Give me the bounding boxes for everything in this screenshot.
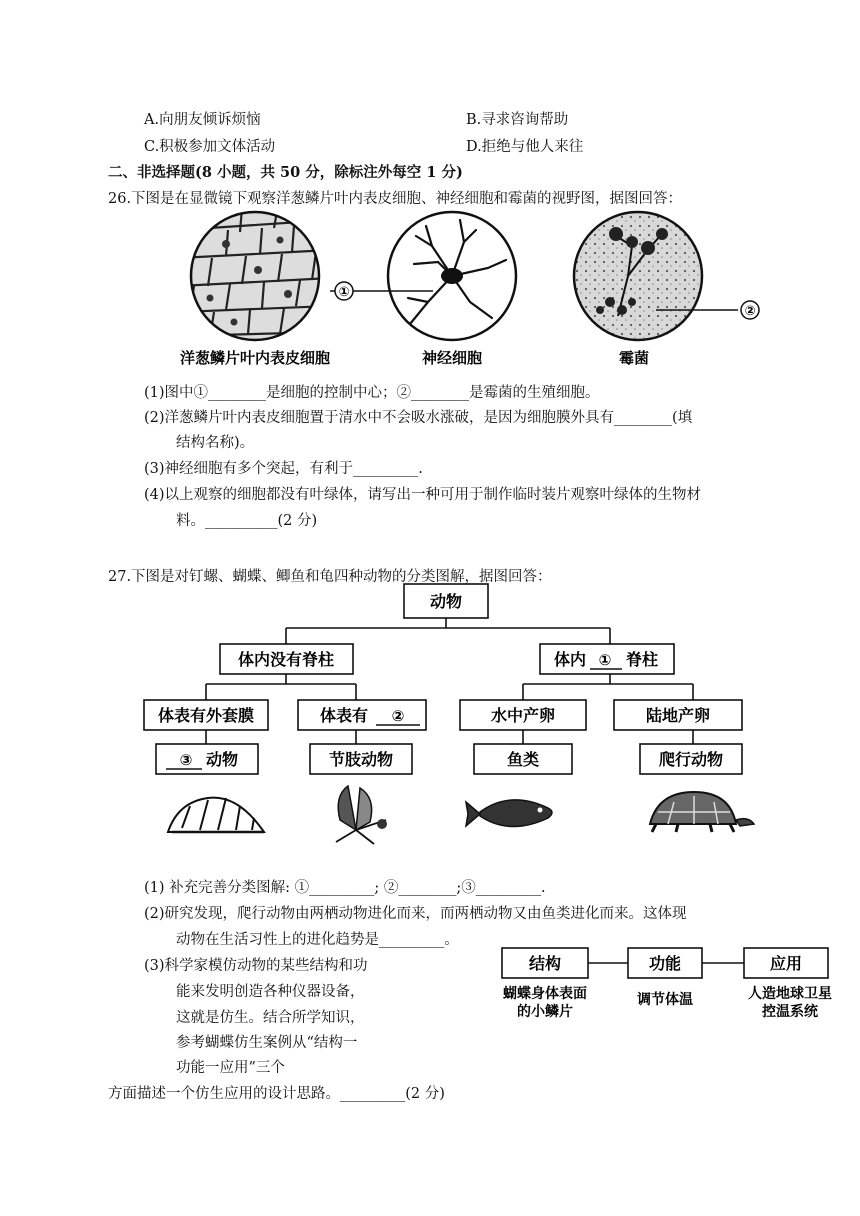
caption-onion: 洋葱鳞片叶内表皮细胞: [179, 349, 331, 367]
bionic-flow-diagram: [494, 944, 844, 1030]
bionic-structure-desc-2: 的小鳞片: [517, 1004, 573, 1020]
option-b: B.寻求咨询帮助: [466, 112, 569, 128]
tree-water-egg: 水中产卵: [490, 706, 556, 725]
tree-root: 动物: [429, 592, 463, 611]
bionic-function: 功能: [648, 954, 682, 973]
caption-mold: 霉菌: [618, 349, 650, 367]
turtle-illustration: [650, 792, 754, 832]
tree-spine-blank: ①: [598, 651, 612, 669]
q26-microscope-figure: [170, 206, 770, 376]
tree-surface-prefix: 体表有: [320, 706, 369, 725]
mold-view: [570, 206, 710, 346]
bionic-application: 应用: [769, 954, 803, 973]
fish-illustration: [466, 800, 552, 827]
section-heading: 二、非选择题(8 小题，共 50 分，除标注外每空 1 分): [108, 164, 463, 181]
caption-neuron: 神经细胞: [421, 349, 483, 367]
option-c: C.积极参加文体活动: [144, 139, 276, 155]
q27-sub3-line5: 功能一应用”三个: [176, 1060, 285, 1076]
tree-arthropod: 节肢动物: [328, 750, 394, 769]
q26-sub1: (1)图中①________是细胞的控制中心；②________是霉菌的生殖细胞。: [144, 385, 600, 401]
q26-sub3: (3)神经细胞有多个突起，有利于_________.: [144, 461, 423, 477]
marker-1: ①: [338, 285, 350, 300]
q26-sub2-line2: 结构名称)。: [176, 435, 255, 451]
q27-sub3-line1: (3)科学家模仿动物的某些结构和功: [144, 958, 368, 974]
tree-spine-prefix: 体内: [554, 650, 587, 669]
q26-sub2-line1: (2)洋葱鳞片叶内表皮细胞置于清水中不会吸水涨破，是因为细胞膜外具有________(填: [144, 410, 693, 426]
tree-mantle: 体表有外套膜: [157, 706, 255, 725]
tree-surface-blank: ②: [391, 707, 405, 725]
snail-illustration: [168, 798, 264, 832]
tree-mollusk-blank: ③: [179, 751, 193, 769]
q27-sub3-line6: 方面描述一个仿生应用的设计思路。_________(2 分): [108, 1086, 445, 1102]
butterfly-illustration: [336, 786, 387, 844]
neuron-view: [388, 212, 516, 340]
option-d: D.拒绝与他人来往: [466, 139, 584, 155]
q26-sub4-line1: (4)以上观察的细胞都没有叶绿体，请写出一种可用于制作临时装片观察叶绿体的生物材: [144, 487, 702, 503]
q27-stem: 27.下图是对钉螺、蝴蝶、鲫鱼和龟四种动物的分类图解，据图回答：: [108, 569, 552, 585]
q27-sub1: (1) 补充完善分类图解: ①_________; ②________;③_________.: [144, 880, 546, 896]
tree-fish: 鱼类: [506, 750, 540, 769]
q27-sub2-line1: (2)研究发现，爬行动物由两栖动物进化而来，而两栖动物又由鱼类进化而来。这体现: [144, 906, 687, 922]
tree-no-spine: 体内没有脊柱: [237, 650, 335, 669]
option-a: A.向朋友倾诉烦恼: [144, 112, 261, 128]
q27-sub3-line4: 参考蝴蝶仿生案例从“结构一: [176, 1035, 358, 1051]
q26-sub4-line2: 料。__________(2 分): [176, 513, 318, 529]
q26-stem: 26.下图是在显微镜下观察洋葱鳞片叶内表皮细胞、神经细胞和霉菌的视野图，据图回答：: [108, 191, 683, 207]
tree-land-egg: 陆地产卵: [645, 706, 711, 725]
bionic-structure: 结构: [528, 954, 562, 973]
bionic-application-desc-1: 人造地球卫星: [748, 986, 832, 1002]
q27-sub3-line3: 这就是仿生。结合所学知识，: [176, 1010, 365, 1026]
bionic-function-desc: 调节体温: [637, 992, 693, 1008]
tree-spine-suffix: 脊柱: [626, 650, 659, 669]
marker-2: ②: [744, 304, 756, 319]
tree-mollusk-suffix: 动物: [206, 750, 239, 769]
onion-cell-view: [180, 206, 330, 340]
bionic-application-desc-2: 控温系统: [762, 1004, 818, 1020]
q27-sub2-line2: 动物在生活习性上的进化趋势是_________。: [176, 932, 459, 948]
q27-classification-tree: [140, 580, 760, 850]
bionic-structure-desc-1: 蝴蝶身体表面: [503, 986, 587, 1002]
tree-reptile: 爬行动物: [658, 750, 724, 769]
q27-sub3-line2: 能来发明创造各种仪器设备，: [176, 984, 365, 1000]
